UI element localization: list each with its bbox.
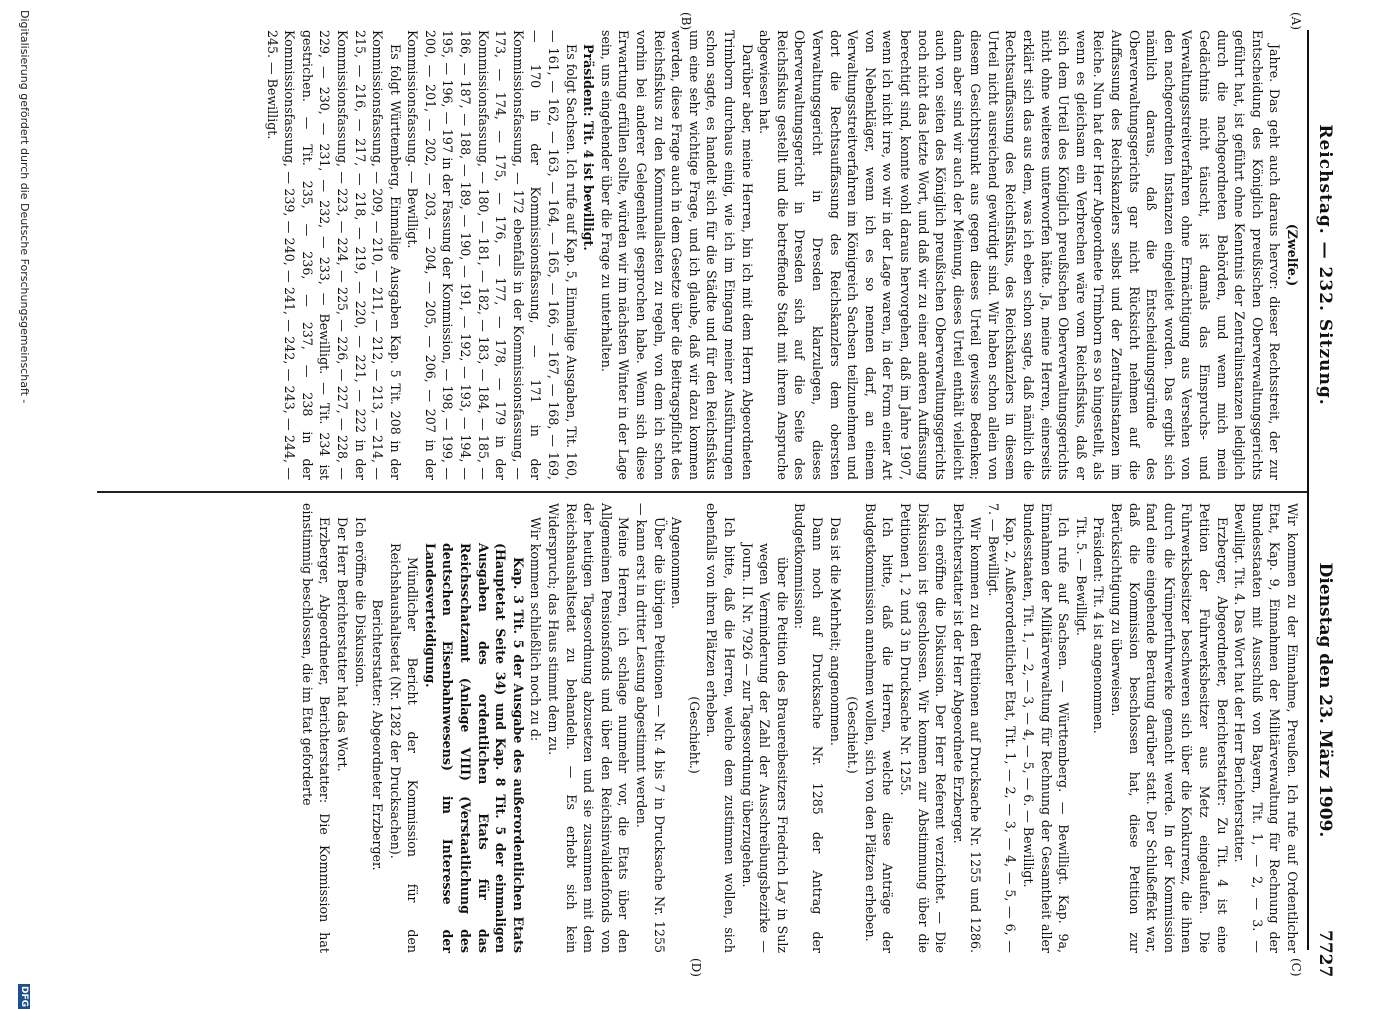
paragraph: Über die übrigen Petitionen — Nr. 4 bis 7 in Drucksache Nr. 1255 — kann erst in dritter Lesung abgestimmt werden. — [634, 503, 667, 953]
agenda-item-report: Mündlicher Bericht der Kommission für den Reichshaushaltsetat (Nr. 1282 der Drucksachen). — [387, 543, 421, 953]
paragraph: Das ist die Mehrheit; angenommen. — [827, 517, 843, 746]
paragraph: Erzberger, Abgeordneter, Berichterstatter: Zu Tit. 4 ist eine Petition der Fuhrwerksbesitzer aus Metz eingelaufen. Die Fuhrwerksbesitzer beschweren sich über die Konkurrenz, die ihnen durch die Krümperfuhrwerke gemacht werde. In der Kommission fand eine eingehende Beratung darüber statt. Der Schlußeffekt war, daß die Kommission beschlossen hat, diese Petition zur Berücksichtigung zu überweisen. — [1109, 503, 1230, 953]
paragraph: Präsident: Tit. 4 ist angenommen. — [1091, 517, 1107, 734]
paragraph: Angenommen. — [669, 517, 685, 609]
paragraph: Ich bitte, daß die Herren, welche dem zustimmen wollen, sich ebenfalls von ihren Plätzen erheben. — [704, 503, 737, 953]
quoted-motion: über die Petition des Brauereibesitzers Friedrich Lay in Sulz wegen Verminderung der Zahl der Ausschreibungsbezirke — Journ. II. Nr. 7926 — zur Tagesordnung überzugehen. — [739, 543, 790, 953]
rapporteur-line: Berichterstatter: Abgeordneter Erzberger. — [370, 599, 386, 871]
paragraph: Ich rufe auf Sachsen. — Württemberg. — Bewilligt. Kap. 9a, Einnahmen der Militärverwaltung für Rechnung der Gesamtheit aller Bundesstaaten, Tit. 1, — 2, — 3, — 4, — 5, — 6. — Bewilligt. — [1021, 503, 1072, 953]
paragraph: Der Herr Berichterstatter hat das Wort. — [334, 517, 350, 772]
paragraph: Meine Herren, ich schlage nunmehr vor, die Etats über den Allgemeinen Pensionsfonds und über den Reichsinvalidenfonds von der heutigen Tagesordnung abzusetzen und sie zusammen mit dem Reichshaushaltsetat zu behandeln. — Es erhebt sich kein Widerspruch; das Haus stimmt dem zu. — [546, 503, 632, 953]
digitization-credit: Digitalisierung gefördert durch die Deutsche Forschungsgemeinschaft - — [18, 10, 31, 404]
margin-marker-a: (A) — [1289, 12, 1303, 31]
paragraph: Es folgt Württemberg, Einmalige Ausgaben Kap. 5 Tit. 208 in der Kommissionsfassung, — 209, — 210, — 211, — 212, — 213, — 214, — 215, — 216, — 217, — 218, — 219, — 220, — 221, — 222 in der Kommissionsfassung, — 223, — 224, — 225, — 226, — 227, — 228, — 229, — 230, — 231, — 232, — 233, — Bewilligt. — Tit. 234 ist gestrichen. — Tit. 235, — 236, — 237, — 238 in der Kommissionsfassung, — 239, — 240, — 241, — 242, — 243, — 244, — 245. — Bewilligt. — [264, 30, 403, 480]
paragraph: Tit. 5. — Bewilligt. — [1073, 517, 1089, 636]
right-column — [298, 503, 1301, 953]
paragraph: Wir kommen schließlich noch zu d: — [528, 517, 544, 742]
paragraph: Ich eröffne die Diskussion. — [352, 517, 368, 688]
paragraph: Ich bitte, daß die Herren, welche diese Anträge der Budgetkommission annehmen wollen, sich von den Plätzen erheben. — [862, 503, 896, 953]
paragraph: Wir kommen zu den Petitionen auf Drucksache Nr. 1255 und 1286. Berichterstatter ist der Herr Abgeordnete Erzberger. — [950, 503, 984, 953]
agenda-item: Kap. 3 Tit. 5 der Ausgabe des außerordentlichen Etats (Hauptetat Seite 34) und Kap. 8 Tit. 5 der einmaligen Ausgaben des ordentlichen Etats für das Reichsschatzamt (Anlage VIII) (Verstaatlichung des deutschen Eisenbahnwesens) im Interesse der Landesverteidigung. — [422, 543, 526, 953]
paragraph: Dann noch auf Drucksache Nr. 1285 der Antrag der Budgetkommission: — [792, 503, 825, 953]
section-note: (Zwelfe.) — [1285, 223, 1300, 287]
stage-direction: (Geschieht.) — [845, 696, 861, 774]
header-right-title: Dienstag den 23. März 1909. — [1315, 562, 1335, 838]
margin-marker-c: (C) — [1289, 958, 1303, 977]
stage-direction: (Geschieht.) — [686, 696, 702, 774]
left-column — [263, 30, 1301, 480]
page-number: 7727 — [1315, 930, 1335, 978]
header-left-title: Reichstag. — 232. Sitzung. — [1315, 124, 1335, 406]
paragraph: Es folgt Sachsen. Ich rufe auf Kap. 5, Einmalige Ausgaben, Tit. 160, — 161, — 162, — 163, — 164, — 165, — 166, — 167, — 168, — 169, — 170 in der Kommissionsfassung, — 171 in der Kommissionsfassung, — 172 ebenfalls in der Kommissionsfassung, — 173, — 174, — 175, — 176, — 177, — 178, — 179 in der Kommissionsfassung, — 180, — 181, — 182, — 183, — 184, — 185, — 186, — 187, — 188, — 189, — 190, — 191, — 192, — 193, — 194, — 195, — 196, — 197 in der Fassung der Kommission, — 198, — 199, — 200, — 201, — 202, — 203, — 204, — 205, — 206, — 207 in der Kommissionsfassung. — Bewilligt. — [405, 30, 579, 480]
margin-marker-d: (D) — [689, 958, 703, 977]
paragraph: Ich eröffne die Diskussion. Der Herr Referent verzichtet. — Die Diskussion ist geschlossen. Wir kommen zur Abstimmung über die Petitionen 1, 2 und 3 in Drucksache Nr. 1255. — [897, 503, 949, 953]
paragraph: Jahre. Das geht auch daraus hervor: dieser Rechtsstreit, der zur Entscheidung des Königlich preußischen Oberverwaltungsgerichts geführt hat, ist geführt ohne Kenntnis der Zentralinstanzen lediglich durch die nachgeordneten Behörden, und wenn mich mein Gedächtnis nicht täuscht, ist damals das Einspruchs- und Verwaltungsstreitverfahren ohne Ermächtigung aus Versehen von den nachgeordneten Instanzen eingeleitet worden. Das ergibt sich nämlich daraus, daß die Entscheidungsgründe des Oberverwaltungsgerichts gar nicht Rücksicht nehmen auf die Auffassung des Reichskanzlers selbst und der Zentralinstanzen im Reiche. Nun hat der Herr Abgeordnete Trimborn es so hingestellt, als wenn es gleichsam ein Verbrechen wäre vom Reichsfiskus, daß er sich dem Urteil des Königlich preußischen Oberverwaltungsgerichts nicht ohne weiteres unterworfen hätte. Ja, meine Herren, einerseits erklärt sich das aus dem, was ich eben schon sagte, daß nämlich die Rechtsauffassung des Reichsfiskus, des Reichskanzlers in diesem Urteil nicht ausreichend gewürdigt sind. Wir haben schon allein von diesem Gesichtspunkt aus gegen dieses Urteil gewisse Bedenken; dann aber sind wir auch der Meinung, dieses Urteil enthält vielleicht auch von seiten des Königlich preußischen Oberverwaltungsgerichts noch nicht das letzte Wort, und daß wir zu einer anderen Auffassung berechtigt sind, konnte wohl daraus hervorgehen, daß im Jahre 1907, wenn ich nicht irre, wo wir in der Lage waren, in der Form einer Art von Nebenkläger, wenn ich es so nennen darf, an einem Verwaltungsstreitverfahren im Königreich Sachsen teilzunehmen und dort die Rechtsauffassung des Reichskanzlers dem obersten Verwaltungsgericht in Dresden klarzulegen, dieses Oberverwaltungsgericht in Dresden sich auf die Seite des Reichsfiskus gestellt und die betreffende Stadt mit ihrem Anspruche abgewiesen hat. — [757, 30, 1283, 480]
paragraph: Kap. 2, Außerordentlicher Etat, Tit. 1, — 2, — 3, — 4, — 5, — 6, — 7. — Bewilligt. — [985, 503, 1019, 953]
margin-marker-b: (B) — [679, 12, 693, 31]
paragraph-president: Präsident: Tit. 4 ist bewilligt. — [581, 44, 597, 251]
dfg-logo: DFG — [19, 986, 29, 1008]
header-rule — [1307, 30, 1309, 950]
paragraph: Erzberger, Abgeordneter, Berichterstatter: Die Kommission hat einstimmig beschlossen, die im Etat geforderte — [299, 503, 333, 953]
paragraph: Darüber aber, meine Herren, bin ich mit dem Herrn Abgeordneten Trimborn durchaus einig, wie ich im Eingang meiner Ausführungen schon sagte, es handelt sich für die Städte und für den Reichsfiskus um eine sehr wichtige Frage, und ich glaube, daß wir dazu kommen werden, diese Frage auch in dem Gesetze über die Beitragspflicht des Reichsfiskus zu den Kommunallasten zu regeln, von dem ich schon vorhin bei anderer Gelegenheit gesprochen habe. Wenn sich diese Erwartung erfüllen sollte, würden wir im nächsten Winter in der Lage sein, uns eingehender über die Frage zu unterhalten. — [598, 30, 755, 480]
column-divider — [97, 491, 1307, 493]
paragraph: Wir kommen zu der Einnahme, Preußen. Ich rufe auf Ordentlicher Etat, Kap. 9, Einnahmen der Militärverwaltung für Rechnung der Bundesstaaten mit Ausschluß von Bayern, Tit. 1, — 2, — 3. — Bewilligt. Tit. 4. Das Wort hat der Herr Berichterstatter. — [1232, 503, 1300, 953]
